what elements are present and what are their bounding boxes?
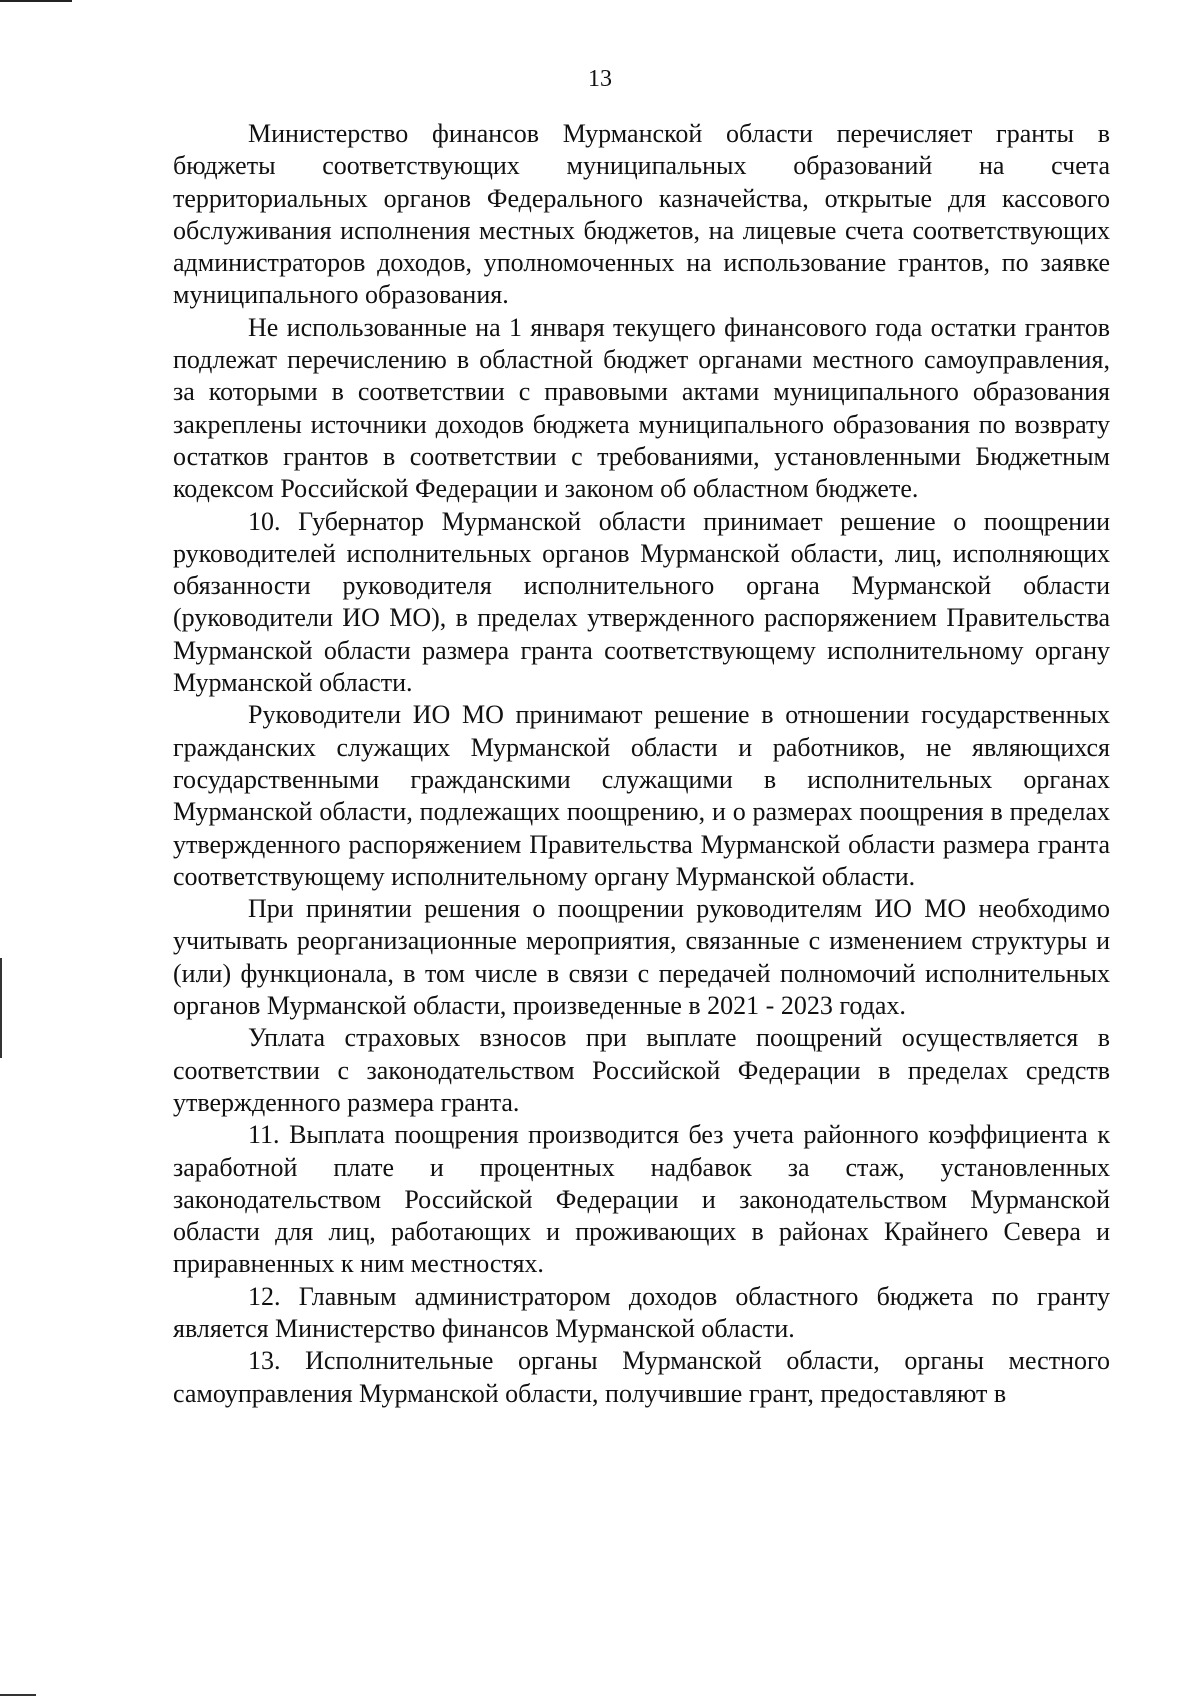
paragraph-item-10-governor-decision: 10. Губернатор Мурманской области принимает решение о поощрении руководителей исполнительных органов Мурманской области, лиц, исполняющих обязанности руководителя исполнительного органа Мурманской области (руководители ИО МО), в пределах утвержденного распоряжением Правительства Мурманской области размера гранта соответствующему исполнительному органу Мурманской области. — [173, 506, 1110, 698]
paragraph-item-13-reporting: 13. Исполнительные органы Мурманской области, органы местного самоуправления Мурманской области, получившие грант, предоставляют в — [173, 1346, 1110, 1408]
scan-edge-mark-top — [0, 0, 72, 2]
paragraph-heads-decision: Руководители ИО МО принимают решение в отношении государственных гражданских служащих Мурманской области и работников, не являющихся государственными гражданскими служащими в исполнительных органах Мурманской области, подлежащих поощрению, и о размерах поощрения в пределах утвержденного распоряжением Правительства Мурманской области размера гранта соответствующему исполнительному органу Мурманской области. — [173, 700, 1110, 891]
paragraph-grant-transfer: Министерство финансов Мурманской области перечисляет гранты в бюджеты соответствующих муниципальных образований на счета территориальных органов Федерального казначейства, открытые для кассового обслуживания исполнения местных бюджетов, на лицевые счета соответствующих администраторов доходов, уполномоченных на использование грантов, по заявке муниципального образования. — [173, 119, 1110, 310]
document-body — [173, 118, 1110, 1410]
paragraph-unused-balances: Не использованные на 1 января текущего финансового года остатки грантов подлежат перечислению в областной бюджет органами местного самоуправления, за которыми в соответствии с правовыми актами муниципального образования закреплены источники доходов бюджета муниципального образования по возврату остатков грантов в соответствии с требованиями, установленными Бюджетным кодексом Российской Федерации и законом об областном бюджете. — [173, 312, 1110, 504]
paragraph-reorganization: При принятии решения о поощрении руководителям ИО МО необходимо учитывать реорганизационные мероприятия, связанные с изменением структуры и (или) функционала, в том числе в связи с передачей полномочий исполнительных органов Мурманской области, произведенные в 2021 - 2023 годах. — [173, 894, 1110, 1021]
paragraph-insurance-contributions: Уплата страховых взносов при выплате поощрений осуществляется в соответствии с законодательством Российской Федерации в пределах средств утвержденного размера гранта. — [173, 1023, 1110, 1117]
paragraph-item-12-administrator: 12. Главным администратором доходов областного бюджета по гранту является Министерство финансов Мурманской области. — [173, 1281, 1110, 1343]
scan-edge-mark-left — [0, 958, 2, 1058]
scan-edge-mark-bottom — [0, 1694, 36, 1696]
page-number: 13 — [588, 66, 612, 92]
paragraph-item-11-payment: 11. Выплата поощрения производится без учета районного коэффициента к заработной плате и процентных надбавок за стаж, установленных законодательством Российской Федерации и законодательством Мурманской области для лиц, работающих и проживающих в районах Крайнего Севера и приравненных к ним местностях. — [173, 1120, 1110, 1279]
